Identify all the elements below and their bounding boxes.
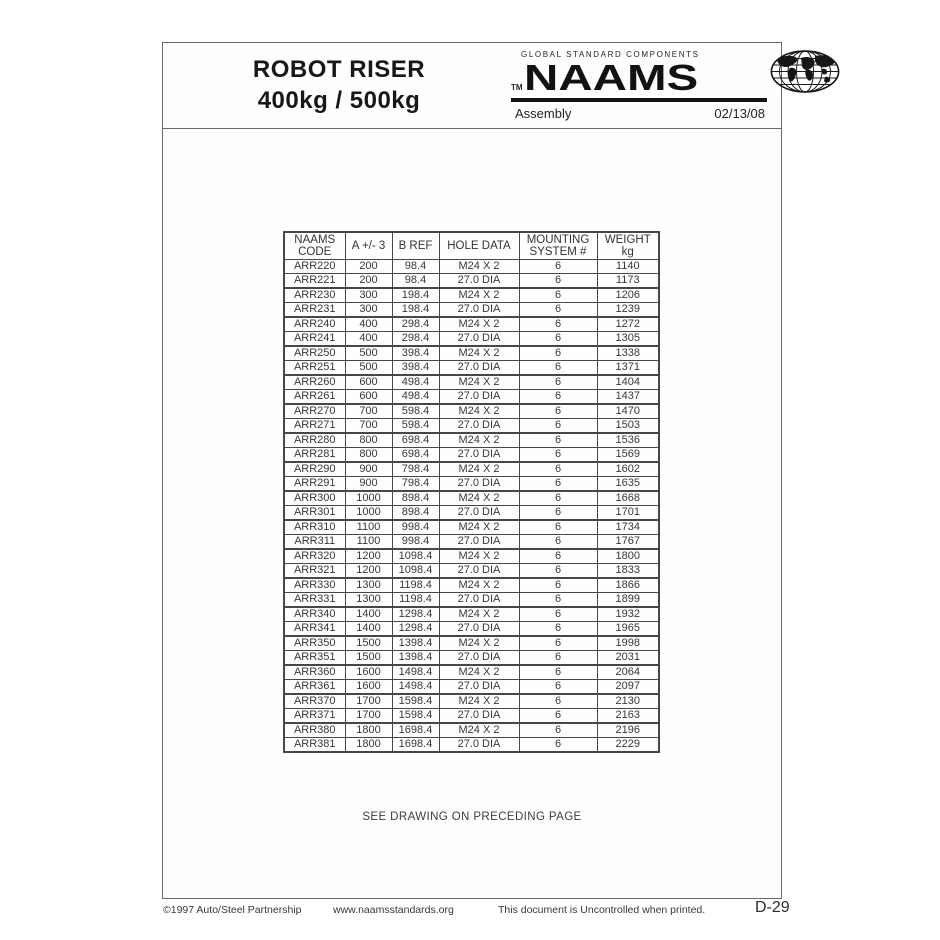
table-row (284, 651, 659, 666)
table-cell: 1965 (597, 622, 659, 637)
table-cell: 1000 (345, 491, 392, 506)
table-cell: 1602 (597, 462, 659, 477)
table-cell: 6 (519, 564, 597, 579)
table-row (284, 506, 659, 521)
table-cell: ARR341 (284, 622, 345, 637)
table-cell: 6 (519, 477, 597, 492)
table-cell: ARR370 (284, 694, 345, 709)
table-cell: ARR300 (284, 491, 345, 506)
table-cell: ARR231 (284, 303, 345, 318)
table-row (284, 549, 659, 564)
table-cell: 498.4 (392, 375, 439, 390)
table-row (284, 274, 659, 289)
table-cell: 1000 (345, 506, 392, 521)
page-title (191, 54, 487, 116)
page-border-box (162, 42, 782, 899)
table-cell: 1800 (345, 723, 392, 738)
table-cell: 27.0 DIA (439, 419, 519, 434)
table-cell: ARR271 (284, 419, 345, 434)
table-row (284, 361, 659, 376)
table-cell: 2163 (597, 709, 659, 724)
subheader-row (511, 102, 767, 121)
table-cell: 1400 (345, 622, 392, 637)
table-cell: 298.4 (392, 317, 439, 332)
table-cell: 6 (519, 636, 597, 651)
table-cell: ARR291 (284, 477, 345, 492)
table-row (284, 564, 659, 579)
table-row (284, 723, 659, 738)
column-header: NAAMS CODE (284, 232, 345, 260)
table-cell: 1404 (597, 375, 659, 390)
table-cell: ARR340 (284, 607, 345, 622)
trademark-symbol: TM (511, 83, 523, 92)
table-cell: 1536 (597, 433, 659, 448)
table-cell: M24 X 2 (439, 462, 519, 477)
table-cell: 1198.4 (392, 593, 439, 608)
table-cell: M24 X 2 (439, 433, 519, 448)
table-cell: 400 (345, 332, 392, 347)
table-row (284, 680, 659, 695)
table-cell: 1700 (345, 694, 392, 709)
table-cell: 27.0 DIA (439, 564, 519, 579)
globe-icon (770, 50, 840, 98)
table-cell: 1298.4 (392, 607, 439, 622)
table-cell: 1998 (597, 636, 659, 651)
table-cell: 27.0 DIA (439, 738, 519, 753)
logo-tagline: GLOBAL STANDARD COMPONENTS (521, 50, 700, 59)
table-cell: 27.0 DIA (439, 651, 519, 666)
table-cell: 1498.4 (392, 680, 439, 695)
table-cell: 1600 (345, 680, 392, 695)
page-title-line1: ROBOT RISER (252, 56, 426, 83)
table-cell: ARR221 (284, 274, 345, 289)
table-cell: 2196 (597, 723, 659, 738)
table-cell: 1398.4 (392, 651, 439, 666)
table-cell: 27.0 DIA (439, 303, 519, 318)
table-cell: M24 X 2 (439, 665, 519, 680)
table-cell: ARR280 (284, 433, 345, 448)
table-row (284, 317, 659, 332)
table-row (284, 303, 659, 318)
table-row (284, 665, 659, 680)
table-cell: 1200 (345, 549, 392, 564)
table-cell: M24 X 2 (439, 260, 519, 274)
table-cell: 1734 (597, 520, 659, 535)
table-cell: 6 (519, 303, 597, 318)
table-cell: 800 (345, 433, 392, 448)
table-cell: 6 (519, 448, 597, 463)
table-body (284, 260, 659, 753)
table-cell: ARR260 (284, 375, 345, 390)
table-row (284, 535, 659, 550)
section-label: Assembly (515, 106, 572, 121)
drawing-note: SEE DRAWING ON PRECEDING PAGE (362, 811, 582, 823)
table-cell: M24 X 2 (439, 578, 519, 593)
table-cell: 1140 (597, 260, 659, 274)
table-cell: 6 (519, 709, 597, 724)
table-cell: M24 X 2 (439, 346, 519, 361)
table-cell: 500 (345, 361, 392, 376)
table-cell: 6 (519, 680, 597, 695)
table-cell: ARR230 (284, 288, 345, 303)
table-cell: ARR240 (284, 317, 345, 332)
table-cell: ARR361 (284, 680, 345, 695)
footer-website: www.naamsstandards.org (333, 904, 454, 916)
table-row (284, 622, 659, 637)
table-row (284, 607, 659, 622)
table-cell: 2097 (597, 680, 659, 695)
spec-table (283, 231, 660, 753)
table-cell: 1668 (597, 491, 659, 506)
table-cell: ARR270 (284, 404, 345, 419)
table-cell: 1500 (345, 651, 392, 666)
table-cell: ARR371 (284, 709, 345, 724)
table-cell: 2031 (597, 651, 659, 666)
table-row (284, 390, 659, 405)
spec-table-wrap (283, 231, 660, 753)
table-cell: 1298.4 (392, 622, 439, 637)
table-cell: 27.0 DIA (439, 390, 519, 405)
table-cell: 6 (519, 433, 597, 448)
table-cell: 600 (345, 375, 392, 390)
table-cell: 1100 (345, 520, 392, 535)
table-cell: 6 (519, 665, 597, 680)
table-cell: ARR251 (284, 361, 345, 376)
footer-notice: This document is Uncontrolled when printed. (498, 904, 706, 916)
table-cell: 1437 (597, 390, 659, 405)
table-cell: 6 (519, 317, 597, 332)
table-cell: 6 (519, 622, 597, 637)
table-cell: 98.4 (392, 260, 439, 274)
table-cell: 1569 (597, 448, 659, 463)
table-cell: 300 (345, 303, 392, 318)
table-cell: 1272 (597, 317, 659, 332)
table-cell: 598.4 (392, 419, 439, 434)
table-cell: 598.4 (392, 404, 439, 419)
table-cell: M24 X 2 (439, 317, 519, 332)
table-cell: M24 X 2 (439, 404, 519, 419)
table-cell: ARR301 (284, 506, 345, 521)
table-cell: 6 (519, 607, 597, 622)
table-cell: 1398.4 (392, 636, 439, 651)
table-header-row (284, 232, 659, 260)
table-cell: 6 (519, 390, 597, 405)
column-header: A +/- 3 (345, 232, 392, 260)
table-cell: 1600 (345, 665, 392, 680)
table-cell: M24 X 2 (439, 375, 519, 390)
table-cell: 6 (519, 375, 597, 390)
table-cell: 27.0 DIA (439, 622, 519, 637)
table-cell: 1300 (345, 578, 392, 593)
table-row (284, 448, 659, 463)
table-cell: 27.0 DIA (439, 593, 519, 608)
table-cell: ARR241 (284, 332, 345, 347)
table-cell: 1899 (597, 593, 659, 608)
logo-row (511, 57, 767, 98)
table-cell: 27.0 DIA (439, 448, 519, 463)
table-row (284, 520, 659, 535)
table-cell: 1932 (597, 607, 659, 622)
table-cell: 27.0 DIA (439, 535, 519, 550)
table-cell: 6 (519, 419, 597, 434)
table-cell: ARR331 (284, 593, 345, 608)
table-cell: 6 (519, 723, 597, 738)
table-cell: 398.4 (392, 346, 439, 361)
table-cell: 1098.4 (392, 549, 439, 564)
table-cell: 1305 (597, 332, 659, 347)
table-cell: 1206 (597, 288, 659, 303)
table-cell: 1371 (597, 361, 659, 376)
table-cell: ARR311 (284, 535, 345, 550)
table-row (284, 346, 659, 361)
table-row (284, 462, 659, 477)
table-cell: 398.4 (392, 361, 439, 376)
table-row (284, 694, 659, 709)
table-cell: 1198.4 (392, 578, 439, 593)
table-cell: 1635 (597, 477, 659, 492)
table-cell: 298.4 (392, 332, 439, 347)
table-row (284, 491, 659, 506)
table-cell: 700 (345, 404, 392, 419)
table-row (284, 433, 659, 448)
table-row (284, 375, 659, 390)
table-cell: 1833 (597, 564, 659, 579)
table-cell: M24 X 2 (439, 288, 519, 303)
table-row (284, 593, 659, 608)
table-cell: 27.0 DIA (439, 361, 519, 376)
table-row (284, 578, 659, 593)
table-cell: 1098.4 (392, 564, 439, 579)
table-cell: 1300 (345, 593, 392, 608)
table-cell: 798.4 (392, 477, 439, 492)
table-cell: 900 (345, 462, 392, 477)
table-cell: ARR250 (284, 346, 345, 361)
table-row (284, 709, 659, 724)
table-cell: 700 (345, 419, 392, 434)
column-header: B REF (392, 232, 439, 260)
table-row (284, 332, 659, 347)
table-cell: 2064 (597, 665, 659, 680)
table-cell: 998.4 (392, 520, 439, 535)
table-cell: 1503 (597, 419, 659, 434)
table-cell: M24 X 2 (439, 491, 519, 506)
table-cell: 1700 (345, 709, 392, 724)
table-cell: 27.0 DIA (439, 680, 519, 695)
table-cell: 6 (519, 346, 597, 361)
table-cell: 1100 (345, 535, 392, 550)
table-cell: ARR320 (284, 549, 345, 564)
table-cell: 6 (519, 694, 597, 709)
table-cell: 1598.4 (392, 709, 439, 724)
table-cell: 6 (519, 361, 597, 376)
table-cell: M24 X 2 (439, 607, 519, 622)
table-cell: 1598.4 (392, 694, 439, 709)
table-cell: 6 (519, 520, 597, 535)
table-cell: 498.4 (392, 390, 439, 405)
table-cell: 6 (519, 260, 597, 274)
table-cell: 900 (345, 477, 392, 492)
table-cell: 6 (519, 288, 597, 303)
table-cell: 1400 (345, 607, 392, 622)
table-cell: 6 (519, 593, 597, 608)
table-cell: 1701 (597, 506, 659, 521)
table-cell: ARR351 (284, 651, 345, 666)
table-cell: 1698.4 (392, 738, 439, 753)
table-cell: 6 (519, 549, 597, 564)
table-cell: M24 X 2 (439, 520, 519, 535)
table-cell: 27.0 DIA (439, 506, 519, 521)
table-cell: ARR360 (284, 665, 345, 680)
table-row (284, 636, 659, 651)
table-cell: 27.0 DIA (439, 477, 519, 492)
table-cell: 1800 (597, 549, 659, 564)
table-cell: 27.0 DIA (439, 332, 519, 347)
table-cell: 798.4 (392, 462, 439, 477)
table-cell: 6 (519, 738, 597, 753)
table-cell: M24 X 2 (439, 636, 519, 651)
table-cell: 500 (345, 346, 392, 361)
table-row (284, 260, 659, 274)
table-row (284, 404, 659, 419)
table-cell: ARR321 (284, 564, 345, 579)
table-row (284, 738, 659, 753)
table-cell: 6 (519, 274, 597, 289)
table-cell: 6 (519, 651, 597, 666)
table-cell: 300 (345, 288, 392, 303)
table-cell: 1239 (597, 303, 659, 318)
table-cell: 1338 (597, 346, 659, 361)
table-cell: 200 (345, 274, 392, 289)
table-cell: 1470 (597, 404, 659, 419)
revision-date: 02/13/08 (714, 106, 765, 121)
table-row (284, 288, 659, 303)
table-cell: 6 (519, 535, 597, 550)
table-cell: 6 (519, 462, 597, 477)
table-cell: 6 (519, 332, 597, 347)
table-cell: 27.0 DIA (439, 709, 519, 724)
page-title-line2: 400kg / 500kg (257, 87, 421, 114)
column-header: HOLE DATA (439, 232, 519, 260)
table-cell: 600 (345, 390, 392, 405)
table-cell: 198.4 (392, 303, 439, 318)
table-cell: 898.4 (392, 491, 439, 506)
table-cell: ARR290 (284, 462, 345, 477)
table-cell: 1767 (597, 535, 659, 550)
table-cell: ARR380 (284, 723, 345, 738)
table-cell: 1866 (597, 578, 659, 593)
table-cell: 698.4 (392, 433, 439, 448)
table-cell: 1800 (345, 738, 392, 753)
table-cell: 6 (519, 578, 597, 593)
table-cell: 800 (345, 448, 392, 463)
table-cell: M24 X 2 (439, 694, 519, 709)
table-cell: 2229 (597, 738, 659, 753)
table-cell: ARR261 (284, 390, 345, 405)
table-cell: ARR350 (284, 636, 345, 651)
brand-wordmark: NAAMS (523, 57, 698, 98)
page-header (163, 43, 781, 129)
table-cell: 1698.4 (392, 723, 439, 738)
table-cell: 1173 (597, 274, 659, 289)
table-cell: ARR281 (284, 448, 345, 463)
table-cell: 200 (345, 260, 392, 274)
table-cell: ARR310 (284, 520, 345, 535)
table-cell: 1500 (345, 636, 392, 651)
table-cell: 98.4 (392, 274, 439, 289)
footer-page-number: D-29 (755, 899, 790, 916)
table-cell: 998.4 (392, 535, 439, 550)
table-cell: 1498.4 (392, 665, 439, 680)
table-cell: 6 (519, 506, 597, 521)
table-cell: ARR220 (284, 260, 345, 274)
table-cell: ARR381 (284, 738, 345, 753)
table-cell: 198.4 (392, 288, 439, 303)
footer-copyright: ©1997 Auto/Steel Partnership (163, 904, 302, 916)
table-cell: M24 X 2 (439, 723, 519, 738)
table-row (284, 419, 659, 434)
table-cell: ARR330 (284, 578, 345, 593)
naams-logo (511, 50, 767, 121)
table-cell: 400 (345, 317, 392, 332)
table-cell: 27.0 DIA (439, 274, 519, 289)
table-cell: 6 (519, 404, 597, 419)
column-header: MOUNTING SYSTEM # (519, 232, 597, 260)
table-cell: 2130 (597, 694, 659, 709)
table-cell: 698.4 (392, 448, 439, 463)
table-row (284, 477, 659, 492)
table-cell: 1200 (345, 564, 392, 579)
table-cell: M24 X 2 (439, 549, 519, 564)
table-cell: 898.4 (392, 506, 439, 521)
column-header: WEIGHT kg (597, 232, 659, 260)
table-cell: 6 (519, 491, 597, 506)
